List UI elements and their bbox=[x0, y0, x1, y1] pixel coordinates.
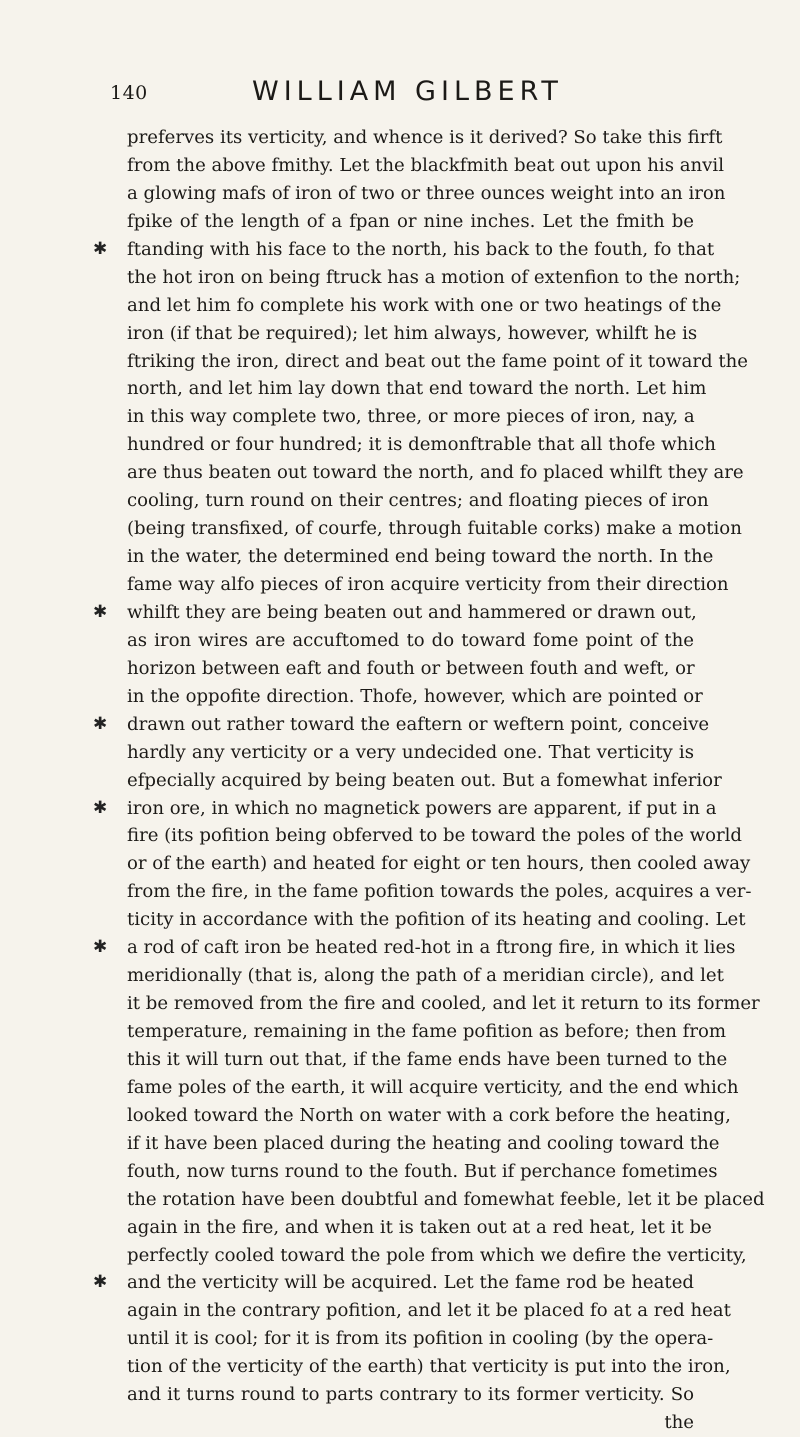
text-line: and it turns round to parts contrary to its former verticity. So bbox=[127, 1384, 694, 1406]
text-line: ticity in accordance with the pofition of its heating and cooling. Let bbox=[127, 909, 746, 931]
margin-marker: ✱ bbox=[93, 1272, 108, 1293]
text-line-content: a rod of caft iron be heated red-hot in a ftrong fire, in which it lies bbox=[127, 937, 736, 959]
text-line: horizon between eaft and fouth or between fouth and weft, or bbox=[127, 657, 695, 679]
text-line: fire (its pofition being obferved to be toward the poles of the world bbox=[127, 825, 742, 847]
text-line: efpecially acquired by being beaten out. But a fomewhat inferior bbox=[127, 769, 722, 791]
text-line-content: whilft they are being beaten out and hammered or drawn out, bbox=[127, 601, 697, 623]
text-line: from the above fmithy. Let the blackfmith beat out upon his anvil bbox=[127, 154, 724, 176]
margin-marker: ✱ bbox=[93, 797, 108, 818]
text-line: fame way alfo pieces of iron acquire verticity from their direction bbox=[127, 574, 729, 595]
text-line: looked toward the North on water with a cork before the heating, bbox=[127, 1104, 731, 1126]
text-line-with-marker bbox=[93, 236, 715, 264]
text-line: if it have been placed during the heating and cooling toward the bbox=[127, 1132, 720, 1154]
text-line: meridionally (that is, along the path of a meridian circle), and let bbox=[127, 965, 724, 987]
text-line: again in the fire, and when it is taken out at a red heat, let it be bbox=[127, 1216, 712, 1238]
text-line: hardly any verticity or a very undecided one. That verticity is bbox=[127, 741, 694, 763]
margin-marker: ✱ bbox=[93, 601, 108, 622]
text-line: and let him fo complete his work with one or two heatings of the bbox=[127, 294, 722, 316]
page-header bbox=[110, 76, 710, 116]
text-line-content: and the verticity will be acquired. Let the fame rod be heated bbox=[127, 1272, 694, 1294]
text-line-with-marker bbox=[93, 711, 710, 739]
text-line: cooling, turn round on their centres; and floating pieces of iron bbox=[127, 490, 709, 512]
text-line-content: ftanding with his face to the north, his back to the fouth, fo that bbox=[127, 238, 715, 260]
text-line: a glowing mafs of iron of two or three ounces weight into an iron bbox=[127, 182, 726, 204]
text-line-content: iron ore, in which no magnetick powers are apparent, if put in a bbox=[127, 797, 717, 819]
text-line-with-marker bbox=[93, 795, 717, 823]
text-line-with-marker bbox=[93, 1269, 694, 1297]
text-line: tion of the verticity of the earth) that verticity is put into the iron, bbox=[127, 1356, 731, 1378]
text-line: the rotation have been doubtful and fomewhat feeble, let it be placed bbox=[127, 1188, 765, 1210]
margin-marker: ✱ bbox=[93, 937, 108, 958]
text-line: temperature, remaining in the fame pofition as before; then from bbox=[127, 1021, 727, 1042]
text-line-with-marker bbox=[93, 934, 736, 962]
text-line: or of the earth) and heated for eight or ten hours, then cooled away bbox=[127, 853, 751, 875]
text-line: perfectly cooled toward the pole from which we defire the verticity, bbox=[127, 1244, 747, 1266]
page-number: 140 bbox=[110, 82, 148, 104]
text-line: from the fire, in the fame pofition towards the poles, acquires a ver- bbox=[127, 881, 752, 903]
text-line: it be removed from the fire and cooled, and let it return to its former bbox=[127, 993, 760, 1015]
text-line: again in the contrary pofition, and let it be placed fo at a red heat bbox=[127, 1300, 731, 1322]
text-line: fpike of the length of a fpan or nine inches. Let the fmith be bbox=[127, 210, 694, 232]
text-line: preferves its verticity, and whence is it derived? So take this firft bbox=[127, 127, 723, 148]
text-line: (being transfixed, of courfe, through fuitable corks) make a motion bbox=[127, 518, 742, 540]
body-text bbox=[0, 124, 800, 1437]
text-line: fame poles of the earth, it will acquire verticity, and the end which bbox=[127, 1076, 739, 1098]
text-line: in the oppofite direction. Thofe, however, which are pointed or bbox=[127, 685, 703, 707]
running-title: WILLIAM GILBERT bbox=[252, 76, 563, 107]
text-line: in the water, the determined end being toward the north. In the bbox=[127, 546, 714, 568]
text-line: this it will turn out that, if the fame ends have been turned to the bbox=[127, 1048, 728, 1070]
text-line: the hot iron on being ftruck has a motion of extenfion to the north; bbox=[127, 266, 741, 288]
text-line: fouth, now turns round to the fouth. But if perchance fometimes bbox=[127, 1160, 718, 1182]
text-line-with-marker bbox=[93, 599, 697, 627]
margin-marker: ✱ bbox=[93, 713, 108, 734]
text-line: in this way complete two, three, or more pieces of iron, nay, a bbox=[127, 406, 695, 428]
margin-marker: ✱ bbox=[93, 238, 108, 259]
text-line: north, and let him lay down that end toward the north. Let him bbox=[127, 378, 707, 400]
text-line: until it is cool; for it is from its pofition in cooling (by the opera- bbox=[127, 1328, 714, 1350]
text-line: ftriking the iron, direct and beat out the fame point of it toward the bbox=[127, 350, 748, 372]
text-line-content: drawn out rather toward the eaftern or weftern point, conceive bbox=[127, 713, 710, 735]
text-line: as iron wires are accuftomed to do toward fome point of the bbox=[127, 629, 694, 651]
text-line: hundred or four hundred; it is demonftrable that all thofe which bbox=[127, 434, 716, 456]
text-line: iron (if that be required); let him always, however, whilft he is bbox=[127, 322, 698, 344]
text-line: are thus beaten out toward the north, and fo placed whilft they are bbox=[127, 462, 744, 484]
catchword: the bbox=[664, 1412, 694, 1434]
